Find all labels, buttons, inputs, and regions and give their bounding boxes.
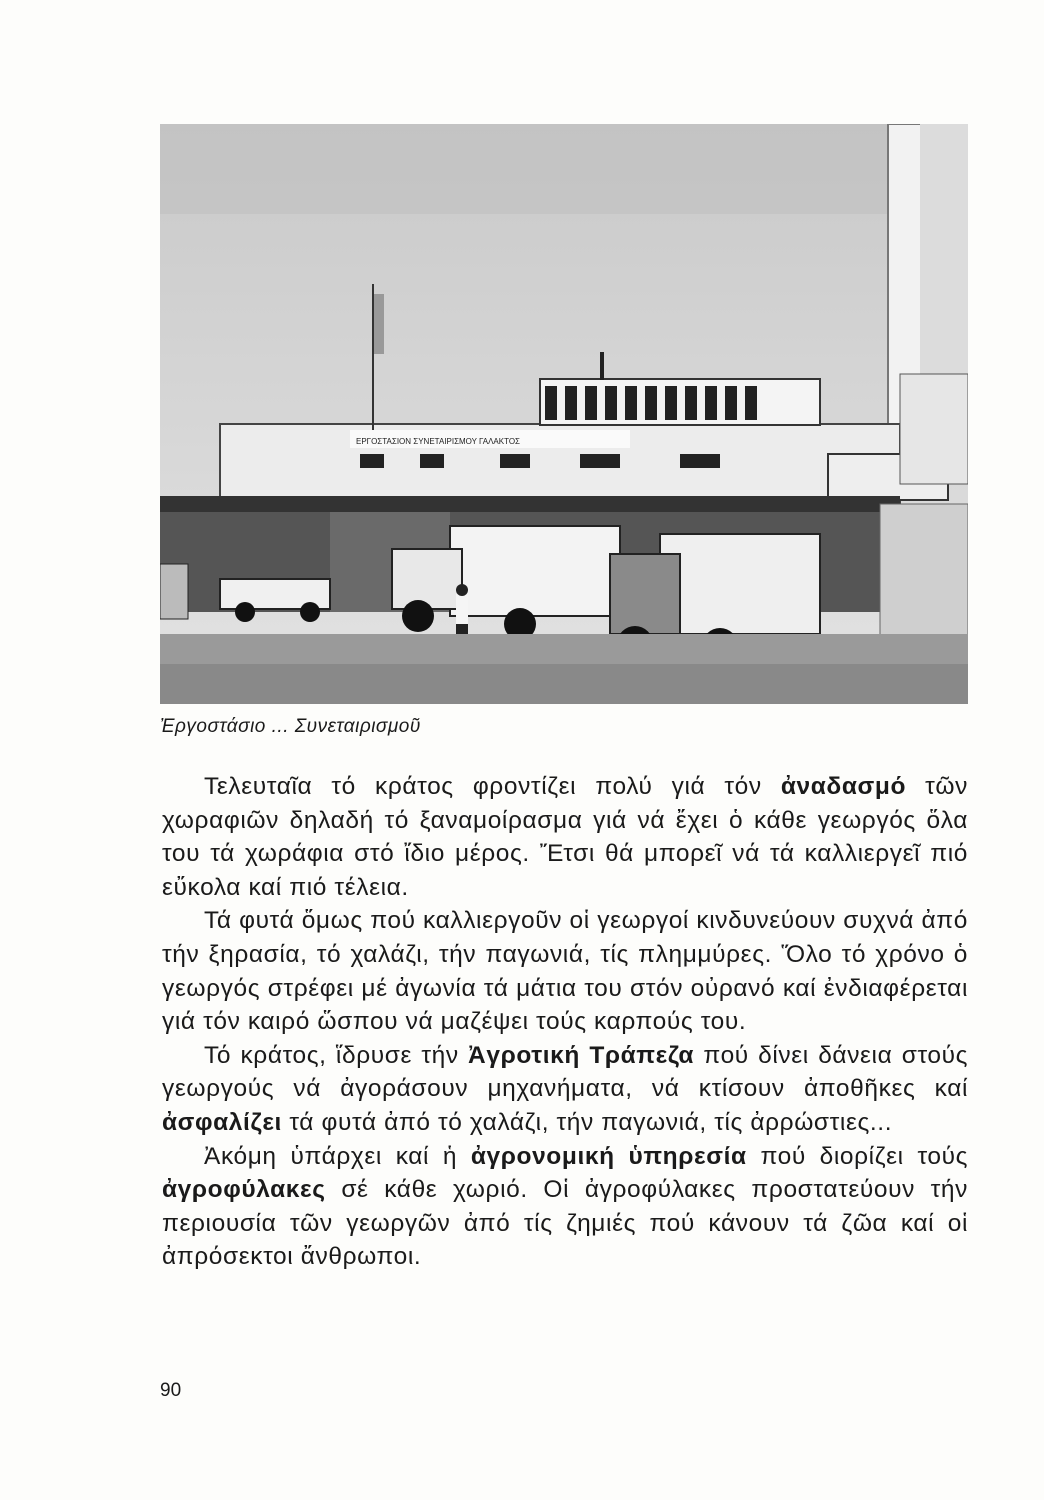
text-run: Τό κράτος, ἵδρυσε τήν <box>204 1041 469 1069</box>
factory-sign: ΕΡΓΟΣΤΑΣΙΟΝ ΣΥΝΕΤΑΙΡΙΣΜΟΥ ΓΑΛΑΚΤΟΣ <box>356 437 520 446</box>
page-number: 90 <box>160 1380 182 1401</box>
text-run: Τά φυτά ὅμως πού καλλιεργοῦν οἱ γεωργοί κινδυνεύουν συχνά ἀπό τήν ξηρασία, τό χαλάζι, τήν παγωνιά, τίς πλημμύρες. Ὅλο τό χρόνο ὁ γεωργός στρέφει μέ ἀγωνία τά μάτια του στόν οὐρανό καί ἐνδιαφέρεται γιά τόν καιρό ὥσπου νά μαζέψει τούς καρπούς του. <box>162 907 968 1036</box>
text-run: σέ κάθε χωριό. Οἱ ἀγροφύλακες προστατεύουν τήν περιουσία τῶν γεωργῶν ἀπό τίς ζημιές πού κάνουν τά ζῶα καί οἱ ἀπρόσεκτοι ἄνθρωποι. <box>162 1176 968 1271</box>
text-run: Τελευταῖα τό κράτος φροντίζει πολύ γιά τόν <box>204 773 781 800</box>
paragraph <box>162 1039 968 1140</box>
paragraph <box>162 904 968 1038</box>
bold-term: ἀσφαλίζει <box>162 1108 282 1136</box>
bold-term: Ἀγροτική Τράπεζα <box>468 1041 695 1069</box>
factory-photo <box>160 124 968 704</box>
text-run: Ἀκόμη ὑπάρχει καί ἡ <box>204 1142 471 1170</box>
paragraph <box>162 770 968 904</box>
text-run: πού δίνει δάνεια στούς γεωργούς νά ἀγοράσουν μηχανήματα, νά κτίσουν ἀποθῆκες καί <box>162 1041 969 1103</box>
bold-term: ἀγροφύλακες <box>162 1176 326 1204</box>
text-run: τῶν χωραφιῶν δηλαδή τό ξαναμοίρασμα γιά νά ἔχει ὁ κάθε γεωργός ὅλα του τά χωράφια στό ἴδιο μέρος. Ἔτσι θά μπορεῖ νά τά καλλιεργεῖ πιό εὔκολα καί πιό τέλεια. <box>162 773 968 901</box>
photo-caption: Ἐργοστάσιο ... Συνεταιρισμοῦ <box>160 716 421 737</box>
factory-photo-illustration <box>160 124 968 704</box>
bold-term: ἀγρονομική ὑπηρεσία <box>470 1142 747 1170</box>
paragraph <box>162 1140 968 1274</box>
text-run: πού διορίζει τούς <box>746 1142 969 1170</box>
text-run: τά φυτά ἀπό τό χαλάζι, τήν παγωνιά, τίς ἀρρώστιες... <box>281 1108 893 1136</box>
bold-term: ἀναδασμό <box>780 773 907 800</box>
body-text <box>162 770 968 1274</box>
